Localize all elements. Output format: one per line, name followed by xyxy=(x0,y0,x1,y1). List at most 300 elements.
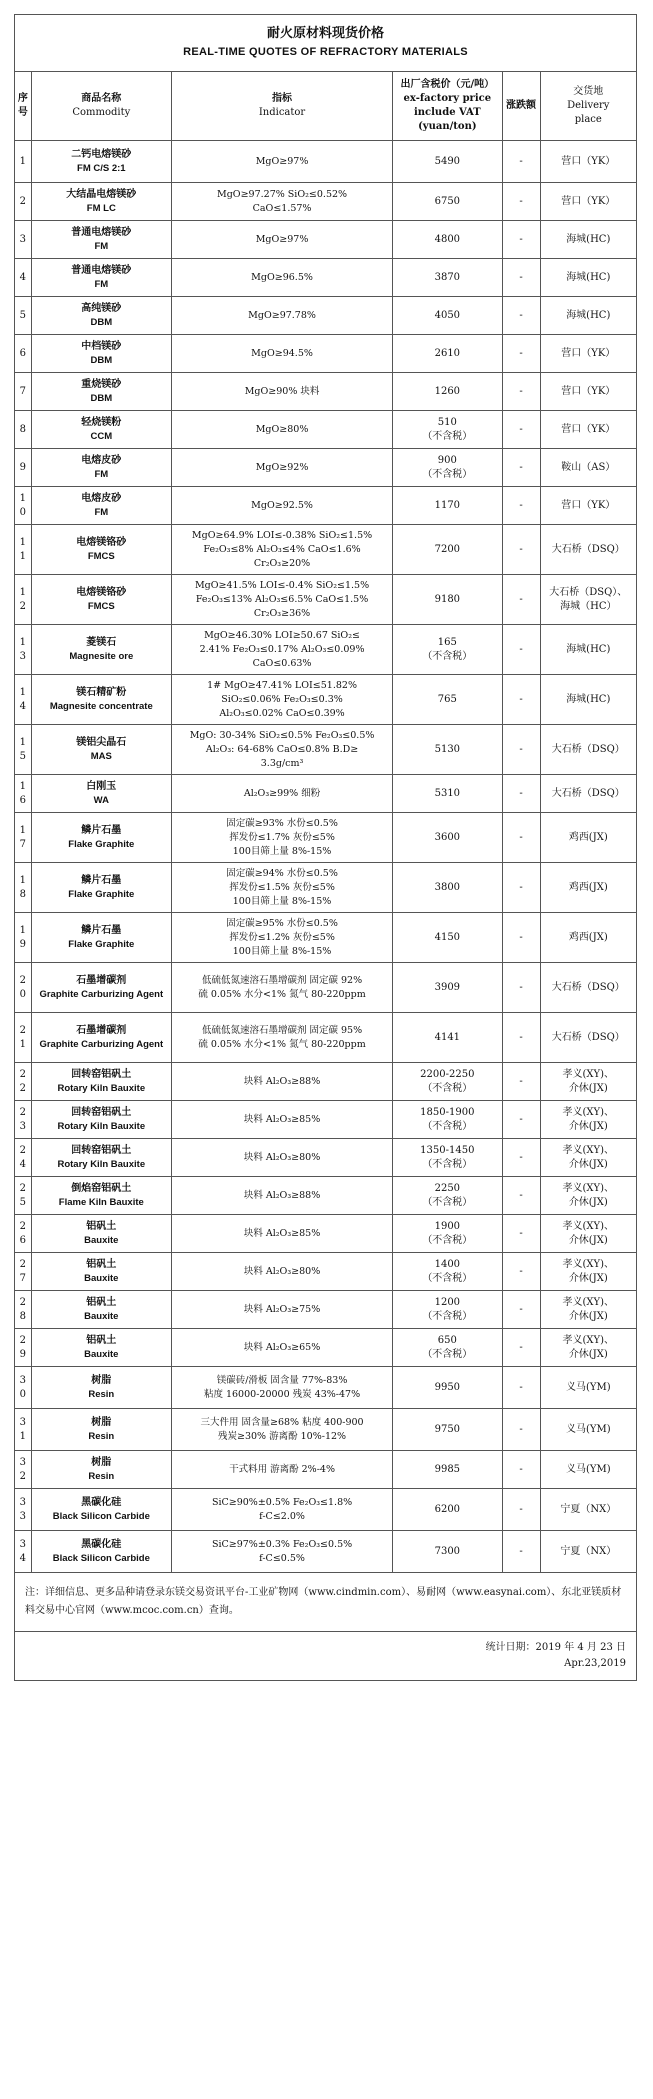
change-cell: - xyxy=(502,1409,540,1451)
table-body xyxy=(15,141,637,1573)
price-cell: 5490 xyxy=(393,141,502,183)
price-cell: 900 （不含税） xyxy=(393,449,502,487)
commodity-cell xyxy=(31,259,171,297)
table-row xyxy=(15,1329,637,1367)
commodity-name-cn: 石墨增碳剂 xyxy=(76,974,127,986)
delivery-cell: 宁夏（NX） xyxy=(540,1531,636,1573)
table-row xyxy=(15,1013,637,1063)
delivery-cell: 鸡西(JX) xyxy=(540,913,636,963)
indicator-cell: MgO≥94.5% xyxy=(171,335,392,373)
indicator-cell: 固定碳≥93% 水份≤0.5% 挥发份≤1.7% 灰份≤5% 100目筛上量 8%-15% xyxy=(171,813,392,863)
change-cell: - xyxy=(502,725,540,775)
row-number: 4 xyxy=(15,259,32,297)
commodity-name-cn: 高纯镁砂 xyxy=(81,302,122,314)
commodity-cell xyxy=(31,1101,171,1139)
delivery-cell: 义马(YM) xyxy=(540,1409,636,1451)
title-cn: 耐火原材料现货价格 xyxy=(266,26,384,41)
indicator-cell: 固定碳≥95% 水份≤0.5% 挥发份≤1.2% 灰份≤5% 100目筛上量 8%-15% xyxy=(171,913,392,963)
price-cell: 9950 xyxy=(393,1367,502,1409)
row-number: 13 xyxy=(15,625,32,675)
header-row xyxy=(15,72,637,141)
indicator-cell: MgO≥92% xyxy=(171,449,392,487)
commodity-cell xyxy=(31,335,171,373)
price-cell: 6200 xyxy=(393,1489,502,1531)
row-number: 33 xyxy=(15,1489,32,1531)
commodity-name-en: Magnesite concentrate xyxy=(49,700,153,712)
commodity-cell xyxy=(31,373,171,411)
price-cell: 4150 xyxy=(393,913,502,963)
commodity-name-cn: 树脂 xyxy=(91,1374,112,1386)
commodity-name-cn: 中档镁砂 xyxy=(81,340,122,352)
change-cell: - xyxy=(502,675,540,725)
commodity-cell xyxy=(31,1451,171,1489)
commodity-cell xyxy=(31,625,171,675)
row-number: 14 xyxy=(15,675,32,725)
price-cell: 2250 （不含税） xyxy=(393,1177,502,1215)
row-number: 2 xyxy=(15,183,32,221)
table-row xyxy=(15,863,637,913)
indicator-cell: MgO: 30-34% SiO₂≤0.5% Fe₂O₃≤0.5% Al₂O₃: 64-68% CaO≤0.8% B.D≥ 3.3g/cm³ xyxy=(171,725,392,775)
commodity-name-en: FM C/S 2:1 xyxy=(77,162,126,174)
table-row xyxy=(15,963,637,1013)
indicator-cell: SiC≥90%±0.5% Fe₂O₃≤1.8% f-C≤2.0% xyxy=(171,1489,392,1531)
table-row xyxy=(15,525,637,575)
delivery-cell: 营口（YK） xyxy=(540,183,636,221)
delivery-cell: 鸡西(JX) xyxy=(540,863,636,913)
delivery-cell: 海城(HC) xyxy=(540,675,636,725)
change-cell: - xyxy=(502,183,540,221)
change-cell: - xyxy=(502,775,540,813)
commodity-cell xyxy=(31,575,171,625)
price-cell: 5130 xyxy=(393,725,502,775)
commodity-name-en: Rotary Kiln Bauxite xyxy=(57,1120,146,1132)
commodity-cell xyxy=(31,1177,171,1215)
table-row xyxy=(15,411,637,449)
change-cell: - xyxy=(502,813,540,863)
change-cell: - xyxy=(502,259,540,297)
commodity-cell xyxy=(31,297,171,335)
commodity-name-en: FM xyxy=(94,506,109,518)
price-cell: 165 （不含税） xyxy=(393,625,502,675)
indicator-cell: MgO≥97% xyxy=(171,141,392,183)
commodity-cell xyxy=(31,1013,171,1063)
price-cell: 3909 xyxy=(393,963,502,1013)
commodity-name-cn: 树脂 xyxy=(91,1456,112,1468)
row-number: 29 xyxy=(15,1329,32,1367)
change-cell: - xyxy=(502,1291,540,1329)
table-row xyxy=(15,575,637,625)
commodity-cell xyxy=(31,449,171,487)
commodity-name-cn: 铝矾土 xyxy=(86,1220,117,1232)
table-row xyxy=(15,913,637,963)
row-number: 8 xyxy=(15,411,32,449)
indicator-cell: SiC≥97%±0.3% Fe₂O₃≤0.5% f-C≤0.5% xyxy=(171,1531,392,1573)
change-cell: - xyxy=(502,449,540,487)
indicator-cell: Al₂O₃≥99% 细粉 xyxy=(171,775,392,813)
indicator-cell: 块料 Al₂O₃≥85% xyxy=(171,1215,392,1253)
commodity-name-cn: 鳞片石墨 xyxy=(81,824,122,836)
row-number: 23 xyxy=(15,1101,32,1139)
change-cell: - xyxy=(502,373,540,411)
table-row xyxy=(15,675,637,725)
table-row xyxy=(15,221,637,259)
commodity-name-cn: 回转窑铝矾土 xyxy=(71,1144,132,1156)
row-number: 17 xyxy=(15,813,32,863)
delivery-cell: 孝义(XY)、 介休(JX) xyxy=(540,1291,636,1329)
price-cell: 1850-1900 （不含税） xyxy=(393,1101,502,1139)
commodity-cell xyxy=(31,1139,171,1177)
commodity-name-cn: 回转窑铝矾土 xyxy=(71,1068,132,1080)
change-cell: - xyxy=(502,913,540,963)
commodity-cell xyxy=(31,863,171,913)
commodity-name-cn: 电熔镁铬砂 xyxy=(76,586,127,598)
commodity-name-cn: 石墨增碳剂 xyxy=(76,1024,127,1036)
commodity-name-cn: 电熔皮砂 xyxy=(81,492,122,504)
commodity-name-en: Flake Graphite xyxy=(68,938,135,950)
indicator-cell: MgO≥64.9% LOI≤-0.38% SiO₂≤1.5% Fe₂O₃≤8% Al₂O₃≤4% CaO≤1.6% Cr₂O₃≥20% xyxy=(171,525,392,575)
change-cell: - xyxy=(502,297,540,335)
row-number: 7 xyxy=(15,373,32,411)
commodity-cell xyxy=(31,183,171,221)
delivery-cell: 海城(HC) xyxy=(540,297,636,335)
commodity-name-en: Resin xyxy=(88,1430,115,1442)
commodity-name-en: Black Silicon Carbide xyxy=(52,1510,150,1522)
delivery-cell: 义马(YM) xyxy=(540,1367,636,1409)
commodity-name-en: Magnesite ore xyxy=(69,650,134,662)
indicator-cell: MgO≥80% xyxy=(171,411,392,449)
commodity-cell xyxy=(31,1253,171,1291)
commodity-name-cn: 大结晶电熔镁砂 xyxy=(66,188,137,200)
commodity-cell xyxy=(31,1291,171,1329)
delivery-cell: 孝义(XY)、 介休(JX) xyxy=(540,1063,636,1101)
price-cell: 2200-2250 （不含税） xyxy=(393,1063,502,1101)
table-row xyxy=(15,183,637,221)
indicator-cell: 块料 Al₂O₃≥88% xyxy=(171,1177,392,1215)
table-row xyxy=(15,625,637,675)
header-commodity-en: Commodity xyxy=(72,107,131,118)
table-row xyxy=(15,1451,637,1489)
indicator-cell: 1# MgO≥47.41% LOI≤51.82% SiO₂≤0.06% Fe₂O₃≤0.3% Al₂O₃≤0.02% CaO≤0.39% xyxy=(171,675,392,725)
change-cell: - xyxy=(502,1013,540,1063)
change-cell: - xyxy=(502,1489,540,1531)
commodity-name-en: DBM xyxy=(90,392,113,404)
change-cell: - xyxy=(502,487,540,525)
table-title xyxy=(15,15,637,72)
row-number: 16 xyxy=(15,775,32,813)
table-row xyxy=(15,1367,637,1409)
commodity-cell xyxy=(31,221,171,259)
commodity-name-en: Graphite Carburizing Agent xyxy=(39,1038,164,1050)
price-cell: 4800 xyxy=(393,221,502,259)
change-cell: - xyxy=(502,411,540,449)
commodity-name-en: DBM xyxy=(90,316,113,328)
row-number: 30 xyxy=(15,1367,32,1409)
commodity-name-en: FM LC xyxy=(86,202,116,214)
commodity-cell xyxy=(31,725,171,775)
price-cell: 510 （不含税） xyxy=(393,411,502,449)
footnote: 注：详细信息、更多品种请登录东镁交易资讯平台-工业矿物网（www.cindmin.com）、易耐网（www.easynai.com）、东北亚镁质材料交易中心官网（www.mcoc.com.cn）查询。 xyxy=(15,1573,637,1632)
delivery-cell: 大石桥（DSQ） xyxy=(540,525,636,575)
delivery-cell: 鞍山（AS） xyxy=(540,449,636,487)
commodity-cell xyxy=(31,1409,171,1451)
price-cell: 9750 xyxy=(393,1409,502,1451)
indicator-cell: 块料 Al₂O₃≥65% xyxy=(171,1329,392,1367)
commodity-name-en: Bauxite xyxy=(84,1272,119,1284)
table-row xyxy=(15,1177,637,1215)
commodity-cell xyxy=(31,411,171,449)
row-number: 11 xyxy=(15,525,32,575)
delivery-cell: 大石桥（DSQ）、 海城（HC） xyxy=(540,575,636,625)
table-row xyxy=(15,1409,637,1451)
row-number: 19 xyxy=(15,913,32,963)
commodity-name-cn: 铝矾土 xyxy=(86,1258,117,1270)
delivery-cell: 营口（YK） xyxy=(540,335,636,373)
commodity-cell xyxy=(31,913,171,963)
commodity-name-en: CCM xyxy=(90,430,113,442)
indicator-cell: 块料 Al₂O₃≥75% xyxy=(171,1291,392,1329)
header-change: 涨跌额 xyxy=(502,72,540,141)
change-cell: - xyxy=(502,1139,540,1177)
change-cell: - xyxy=(502,1367,540,1409)
table-row xyxy=(15,141,637,183)
change-cell: - xyxy=(502,1177,540,1215)
row-number: 24 xyxy=(15,1139,32,1177)
header-price: 出厂含税价（元/吨） ex-factory price include VAT (yuan/ton) xyxy=(393,72,502,141)
commodity-name-en: Bauxite xyxy=(84,1310,119,1322)
table-row xyxy=(15,1101,637,1139)
row-number: 20 xyxy=(15,963,32,1013)
price-cell: 9985 xyxy=(393,1451,502,1489)
commodity-cell xyxy=(31,1367,171,1409)
commodity-name-cn: 镁铝尖晶石 xyxy=(76,736,127,748)
commodity-name-cn: 电熔皮砂 xyxy=(81,454,122,466)
row-number: 34 xyxy=(15,1531,32,1573)
change-cell: - xyxy=(502,1531,540,1573)
commodity-name-cn: 倒焰窑铝矾土 xyxy=(71,1182,132,1194)
commodity-name-cn: 铝矾土 xyxy=(86,1296,117,1308)
change-cell: - xyxy=(502,625,540,675)
delivery-cell: 孝义(XY)、 介休(JX) xyxy=(540,1139,636,1177)
row-number: 22 xyxy=(15,1063,32,1101)
price-cell: 765 xyxy=(393,675,502,725)
commodity-cell xyxy=(31,675,171,725)
table-row xyxy=(15,1253,637,1291)
price-cell: 9180 xyxy=(393,575,502,625)
change-cell: - xyxy=(502,1101,540,1139)
indicator-cell: MgO≥97.78% xyxy=(171,297,392,335)
table-row xyxy=(15,1215,637,1253)
change-cell: - xyxy=(502,335,540,373)
price-cell: 2610 xyxy=(393,335,502,373)
table-row xyxy=(15,1063,637,1101)
commodity-name-en: FM xyxy=(94,278,109,290)
change-cell: - xyxy=(502,221,540,259)
price-cell: 1400 （不含税） xyxy=(393,1253,502,1291)
delivery-cell: 大石桥（DSQ） xyxy=(540,775,636,813)
commodity-name-en: DBM xyxy=(90,354,113,366)
delivery-cell: 营口（YK） xyxy=(540,373,636,411)
delivery-cell: 孝义(XY)、 介休(JX) xyxy=(540,1101,636,1139)
row-number: 28 xyxy=(15,1291,32,1329)
indicator-cell: 固定碳≥94% 水份≤0.5% 挥发份≤1.5% 灰份≤5% 100目筛上量 8%-15% xyxy=(171,863,392,913)
price-cell: 7200 xyxy=(393,525,502,575)
table-row xyxy=(15,487,637,525)
commodity-name-en: FMCS xyxy=(87,550,115,562)
delivery-cell: 营口（YK） xyxy=(540,141,636,183)
delivery-cell: 鸡西(JX) xyxy=(540,813,636,863)
header-delivery: 交货地 Delivery place xyxy=(540,72,636,141)
price-cell: 4050 xyxy=(393,297,502,335)
table-row xyxy=(15,775,637,813)
commodity-name-cn: 电熔镁铬砂 xyxy=(76,536,127,548)
commodity-name-cn: 普通电熔镁砂 xyxy=(71,264,132,276)
indicator-cell: 块料 Al₂O₃≥80% xyxy=(171,1139,392,1177)
commodity-name-en: Bauxite xyxy=(84,1234,119,1246)
commodity-name-en: FM xyxy=(94,468,109,480)
change-cell: - xyxy=(502,863,540,913)
commodity-name-cn: 轻烧镁粉 xyxy=(81,416,122,428)
indicator-cell: MgO≥96.5% xyxy=(171,259,392,297)
commodity-name-en: Black Silicon Carbide xyxy=(52,1552,150,1564)
price-cell: 1170 xyxy=(393,487,502,525)
table-row xyxy=(15,449,637,487)
commodity-cell xyxy=(31,1329,171,1367)
commodity-name-cn: 鳞片石墨 xyxy=(81,924,122,936)
price-cell: 5310 xyxy=(393,775,502,813)
row-number: 25 xyxy=(15,1177,32,1215)
commodity-name-cn: 鳞片石墨 xyxy=(81,874,122,886)
row-number: 21 xyxy=(15,1013,32,1063)
commodity-name-en: Resin xyxy=(88,1388,115,1400)
commodity-cell xyxy=(31,1489,171,1531)
table-row xyxy=(15,297,637,335)
change-cell: - xyxy=(502,1451,540,1489)
commodity-name-en: MAS xyxy=(90,750,112,762)
commodity-name-cn: 镁石精矿粉 xyxy=(76,686,127,698)
delivery-cell: 大石桥（DSQ） xyxy=(540,725,636,775)
indicator-cell: MgO≥97.27% SiO₂≤0.52% CaO≤1.57% xyxy=(171,183,392,221)
commodity-name-en: Resin xyxy=(88,1470,115,1482)
table-row xyxy=(15,1139,637,1177)
delivery-cell: 大石桥（DSQ） xyxy=(540,963,636,1013)
indicator-cell: 镁碳砖/滑板 固含量 77%-83% 粘度 16000-20000 残炭 43%-47% xyxy=(171,1367,392,1409)
commodity-name-en: Graphite Carburizing Agent xyxy=(39,988,164,1000)
commodity-cell xyxy=(31,141,171,183)
indicator-cell: 干式料用 游离酚 2%-4% xyxy=(171,1451,392,1489)
row-number: 3 xyxy=(15,221,32,259)
price-table xyxy=(14,14,637,1681)
commodity-name-en: Flame Kiln Bauxite xyxy=(58,1196,144,1208)
indicator-cell: 块料 Al₂O₃≥85% xyxy=(171,1101,392,1139)
delivery-cell: 孝义(XY)、 介休(JX) xyxy=(540,1215,636,1253)
change-cell: - xyxy=(502,1063,540,1101)
row-number: 31 xyxy=(15,1409,32,1451)
statistics-date: 统计日期：2019 年 4 月 23 日 Apr.23,2019 xyxy=(15,1632,637,1681)
commodity-cell xyxy=(31,525,171,575)
indicator-cell: MgO≥92.5% xyxy=(171,487,392,525)
price-cell: 650 （不含税） xyxy=(393,1329,502,1367)
commodity-name-cn: 菱镁石 xyxy=(86,636,117,648)
delivery-cell: 营口（YK） xyxy=(540,411,636,449)
commodity-name-cn: 黑碳化硅 xyxy=(81,1496,122,1508)
change-cell: - xyxy=(502,963,540,1013)
table-row xyxy=(15,1531,637,1573)
commodity-cell xyxy=(31,963,171,1013)
price-cell: 1350-1450 （不含税） xyxy=(393,1139,502,1177)
change-cell: - xyxy=(502,525,540,575)
row-number: 15 xyxy=(15,725,32,775)
commodity-name-en: Bauxite xyxy=(84,1348,119,1360)
row-number: 32 xyxy=(15,1451,32,1489)
commodity-name-cn: 白刚玉 xyxy=(86,780,117,792)
header-no: 序 号 xyxy=(15,72,32,141)
commodity-name-cn: 黑碳化硅 xyxy=(81,1538,122,1550)
commodity-name-cn: 二钙电熔镁砂 xyxy=(71,148,132,160)
price-cell: 3870 xyxy=(393,259,502,297)
indicator-cell: 低硫低氮速溶石墨增碳剂 固定碳 95% 硫 0.05% 水分<1% 氮气 80-220ppm xyxy=(171,1013,392,1063)
change-cell: - xyxy=(502,1329,540,1367)
row-number: 12 xyxy=(15,575,32,625)
delivery-cell: 大石桥（DSQ） xyxy=(540,1013,636,1063)
title-en: REAL-TIME QUOTES OF REFRACTORY MATERIALS xyxy=(183,46,468,58)
indicator-cell: 块料 Al₂O₃≥88% xyxy=(171,1063,392,1101)
indicator-cell: 低硫低氮速溶石墨增碳剂 固定碳 92% 硫 0.05% 水分<1% 氮气 80-220ppm xyxy=(171,963,392,1013)
change-cell: - xyxy=(502,1215,540,1253)
header-indicator-cn: 指标 xyxy=(272,93,293,104)
delivery-cell: 海城(HC) xyxy=(540,259,636,297)
commodity-name-cn: 回转窑铝矾土 xyxy=(71,1106,132,1118)
table-row xyxy=(15,259,637,297)
table-row xyxy=(15,1291,637,1329)
table-row xyxy=(15,725,637,775)
price-sheet xyxy=(14,14,637,1681)
commodity-name-en: WA xyxy=(93,794,109,806)
indicator-cell: MgO≥97% xyxy=(171,221,392,259)
table-row xyxy=(15,335,637,373)
delivery-cell: 孝义(XY)、 介休(JX) xyxy=(540,1329,636,1367)
commodity-name-en: FMCS xyxy=(87,600,115,612)
row-number: 6 xyxy=(15,335,32,373)
header-commodity xyxy=(31,72,171,141)
price-cell: 6750 xyxy=(393,183,502,221)
change-cell: - xyxy=(502,575,540,625)
commodity-name-en: Flake Graphite xyxy=(68,888,135,900)
change-cell: - xyxy=(502,141,540,183)
price-cell: 3800 xyxy=(393,863,502,913)
header-indicator-en: Indicator xyxy=(258,107,306,118)
change-cell: - xyxy=(502,1253,540,1291)
price-cell: 4141 xyxy=(393,1013,502,1063)
commodity-cell xyxy=(31,1063,171,1101)
delivery-cell: 海城(HC) xyxy=(540,625,636,675)
row-number: 9 xyxy=(15,449,32,487)
commodity-name-en: Flake Graphite xyxy=(68,838,135,850)
price-cell: 7300 xyxy=(393,1531,502,1573)
commodity-cell xyxy=(31,775,171,813)
indicator-cell: MgO≥90% 块料 xyxy=(171,373,392,411)
row-number: 18 xyxy=(15,863,32,913)
commodity-name-cn: 重烧镁砂 xyxy=(81,378,122,390)
commodity-cell xyxy=(31,1215,171,1253)
commodity-cell xyxy=(31,813,171,863)
commodity-name-cn: 铝矾土 xyxy=(86,1334,117,1346)
row-number: 26 xyxy=(15,1215,32,1253)
commodity-cell xyxy=(31,1531,171,1573)
commodity-name-cn: 普通电熔镁砂 xyxy=(71,226,132,238)
delivery-cell: 海城(HC) xyxy=(540,221,636,259)
price-cell: 1900 （不含税） xyxy=(393,1215,502,1253)
indicator-cell: 三大件用 固含量≥68% 粘度 400-900 残炭≥30% 游离酚 10%-12% xyxy=(171,1409,392,1451)
